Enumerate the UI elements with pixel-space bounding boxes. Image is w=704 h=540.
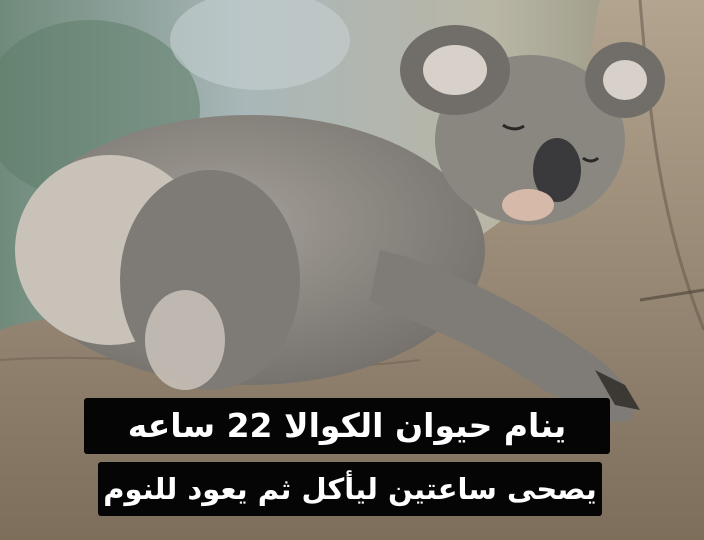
caption-line-1: ينام حيوان الكوالا 22 ساعه <box>84 398 610 454</box>
caption-line-2: يصحى ساعتين ليأكل ثم يعود للنوم <box>98 462 602 516</box>
